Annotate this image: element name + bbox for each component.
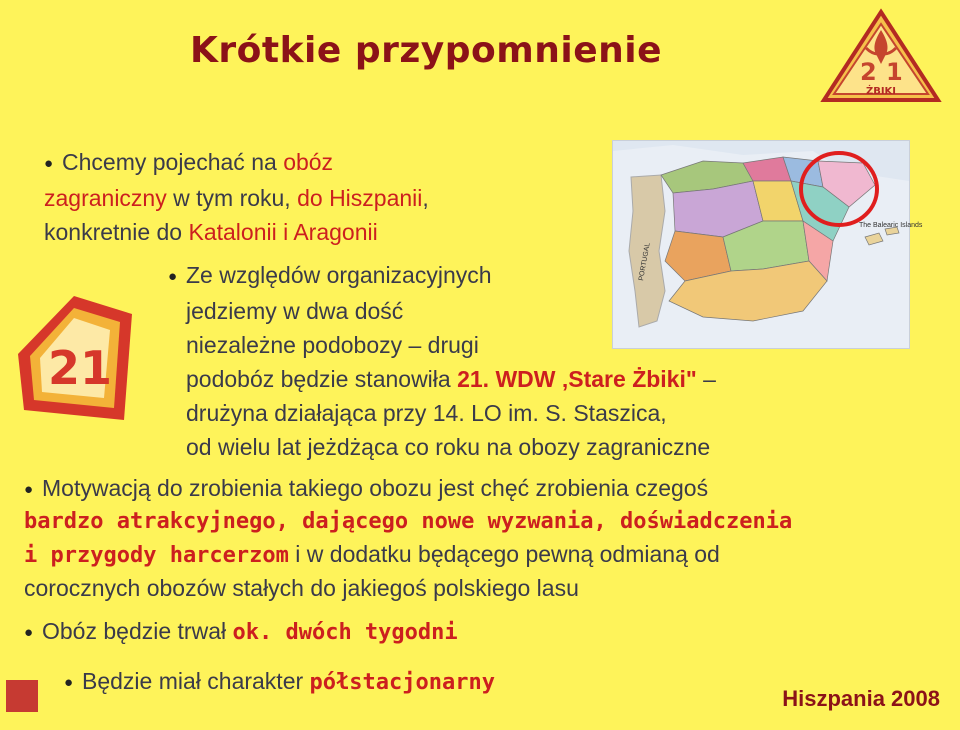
- text: od wielu lat jeżdżąca co roku na obozy zagraniczne: [186, 434, 711, 460]
- highlight: zagraniczny: [44, 185, 167, 211]
- highlight: ok. dwóch tygodni: [232, 620, 458, 645]
- highlight-team: 21. WDW ‚Stare Żbiki": [457, 366, 697, 392]
- text: Ze względów organizacyjnych: [186, 262, 492, 288]
- bullet-5: [64, 664, 764, 700]
- map-label-balearic: The Balearic Islands: [859, 222, 923, 229]
- bullet-dot: ●: [24, 481, 34, 498]
- text: konkretnie do: [44, 219, 189, 245]
- bullet-1: [44, 145, 604, 249]
- text: Motywacją do zrobienia takiego obozu jest chęć zrobienia czegoś: [42, 475, 709, 501]
- text: w tym roku,: [166, 185, 298, 211]
- text: jedziemy w dwa dość: [186, 298, 404, 324]
- bullet-4: [24, 614, 724, 650]
- text: ,: [422, 185, 429, 211]
- logo-21-left: [14, 292, 136, 426]
- bullet-3: [24, 472, 944, 604]
- logo-number-2: 2: [860, 58, 877, 86]
- highlight: do Hiszpanii: [297, 185, 423, 211]
- zbiki-logo-top: [820, 8, 942, 106]
- text: corocznych obozów stałych do jakiegoś polskiego lasu: [24, 575, 579, 601]
- highlight: i przygody harcerzom: [24, 543, 289, 568]
- highlight: półstacjonarny: [309, 670, 495, 695]
- bullet-2: [168, 258, 898, 464]
- slide-footer: Hiszpania 2008: [782, 686, 940, 711]
- text: niezależne podobozy – drugi: [186, 332, 479, 358]
- text: Obóz będzie trwał: [42, 618, 233, 644]
- text: Będzie miał charakter: [82, 668, 310, 694]
- bullet-dot: ●: [168, 268, 178, 285]
- bullet-dot: ●: [64, 674, 74, 691]
- highlight: Katalonii i Aragonii: [188, 219, 378, 245]
- highlight: bardzo atrakcyjnego, dającego nowe wyzwania, doświadczenia: [24, 509, 793, 534]
- logo-21-digit-2: 2: [48, 341, 81, 395]
- bullet-dot: ●: [24, 624, 34, 641]
- text: –: [696, 366, 716, 392]
- logo-number-1: 1: [886, 58, 903, 86]
- decorative-square: [6, 680, 38, 712]
- bullet-dot: ●: [44, 155, 54, 172]
- logo-text: ŻBIKI: [865, 86, 897, 97]
- text: podobóz będzie stanowiła: [186, 366, 458, 392]
- logo-21-digit-1: 1: [80, 341, 113, 395]
- text: i w dodatku będącego pewną odmianą od: [288, 541, 720, 567]
- text: drużyna działająca przy 14. LO im. S. Staszica,: [186, 400, 667, 426]
- slide-title: Krótkie przypomnienie: [190, 30, 663, 71]
- highlight: obóz: [283, 149, 334, 175]
- map-label-portugal: PORTUGAL: [638, 242, 652, 282]
- text: Chcemy pojechać na: [62, 149, 284, 175]
